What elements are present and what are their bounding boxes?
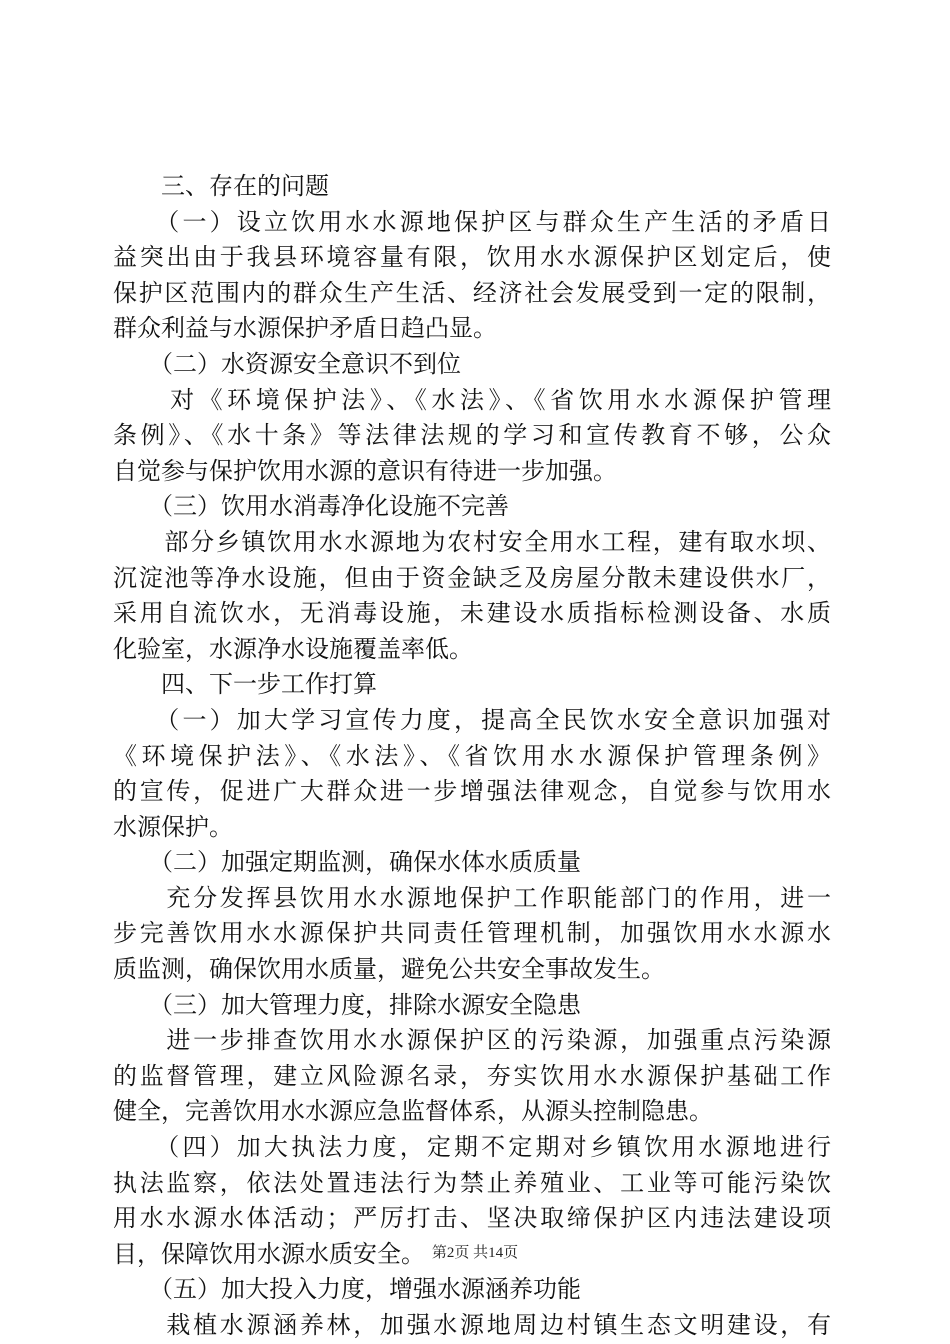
text-line: （一）加大学习宣传力度，提高全民饮水安全意识加强对 xyxy=(113,705,831,734)
text-line: 步完善饮用水水源保护共同责任管理机制，加强饮用水水源水 xyxy=(113,919,831,948)
text-line: 栽植水源涵养林，加强水源地周边村镇生态文明建设，有 xyxy=(113,1311,831,1339)
document-body xyxy=(113,169,831,1344)
text-line: 执法监察，依法处置违法行为禁止养殖业、工业等可能污染饮 xyxy=(113,1168,831,1197)
text-line: 用水水源水体活动；严厉打击、坚决取缔保护区内违法建设项 xyxy=(113,1204,831,1233)
text-line: 保护区范围内的群众生产生活、经济社会发展受到一定的限制， xyxy=(113,278,831,307)
text-line: 的宣传，促进广大群众进一步增强法律观念，自觉参与饮用水 xyxy=(113,777,831,806)
text-line: 健全，完善饮用水水源应急监督体系，从源头控制隐患。 xyxy=(113,1097,713,1126)
text-line: 益突出由于我县环境容量有限，饮用水水源保护区划定后，使 xyxy=(113,243,831,272)
text-line: （三）加大管理力度，排除水源安全隐患 xyxy=(113,990,581,1019)
text-line: 化验室，水源净水设施覆盖率低。 xyxy=(113,634,473,663)
text-line: 对《环境保护法》、《水法》、《省饮用水水源保护管理 xyxy=(113,385,831,414)
text-line: 群众利益与水源保护矛盾日趋凸显。 xyxy=(113,314,497,343)
text-line: 自觉参与保护饮用水源的意识有待进一步加强。 xyxy=(113,456,617,485)
text-line: （二）加强定期监测，确保水体水质质量 xyxy=(113,848,581,877)
text-line: 三、存在的问题 xyxy=(113,172,329,200)
text-line: 的监督管理，建立风险源名录，夯实饮用水水源保护基础工作 xyxy=(113,1061,831,1090)
text-line: 水源保护。 xyxy=(113,812,233,841)
text-line: 条例》、《水十条》等法律法规的学习和宣传教育不够，公众 xyxy=(113,421,831,450)
text-line: 采用自流饮水，无消毒设施，未建设水质指标检测设备、水质 xyxy=(113,599,831,628)
text-line: 部分乡镇饮用水水源地为农村安全用水工程，建有取水坝、 xyxy=(113,527,831,556)
text-line: （一）设立饮用水水源地保护区与群众生产生活的矛盾日 xyxy=(113,207,831,236)
text-line: （四）加大执法力度，定期不定期对乡镇饮用水源地进行 xyxy=(113,1133,831,1162)
text-line: 四、下一步工作打算 xyxy=(113,670,377,699)
text-line: 质监测，确保饮用水质量，避免公共安全事故发生。 xyxy=(113,955,665,984)
text-line: 充分发挥县饮用水水源地保护工作职能部门的作用，进一 xyxy=(113,883,831,912)
page-footer: 第2页 共14页 xyxy=(431,1245,519,1261)
text-line: 进一步排查饮用水水源保护区的污染源，加强重点污染源 xyxy=(113,1026,831,1055)
text-line: 沉淀池等净水设施，但由于资金缺乏及房屋分散未建设供水厂， xyxy=(113,563,831,592)
text-line: （三）饮用水消毒净化设施不完善 xyxy=(113,492,509,521)
text-line: 目，保障饮用水源水质安全。 xyxy=(113,1239,425,1268)
text-line: （五）加大投入力度，增强水源涵养功能 xyxy=(113,1275,581,1304)
text-line: （二）水资源安全意识不到位 xyxy=(113,349,461,378)
text-line: 《环境保护法》、《水法》、《省饮用水水源保护管理条例》 xyxy=(113,741,831,770)
